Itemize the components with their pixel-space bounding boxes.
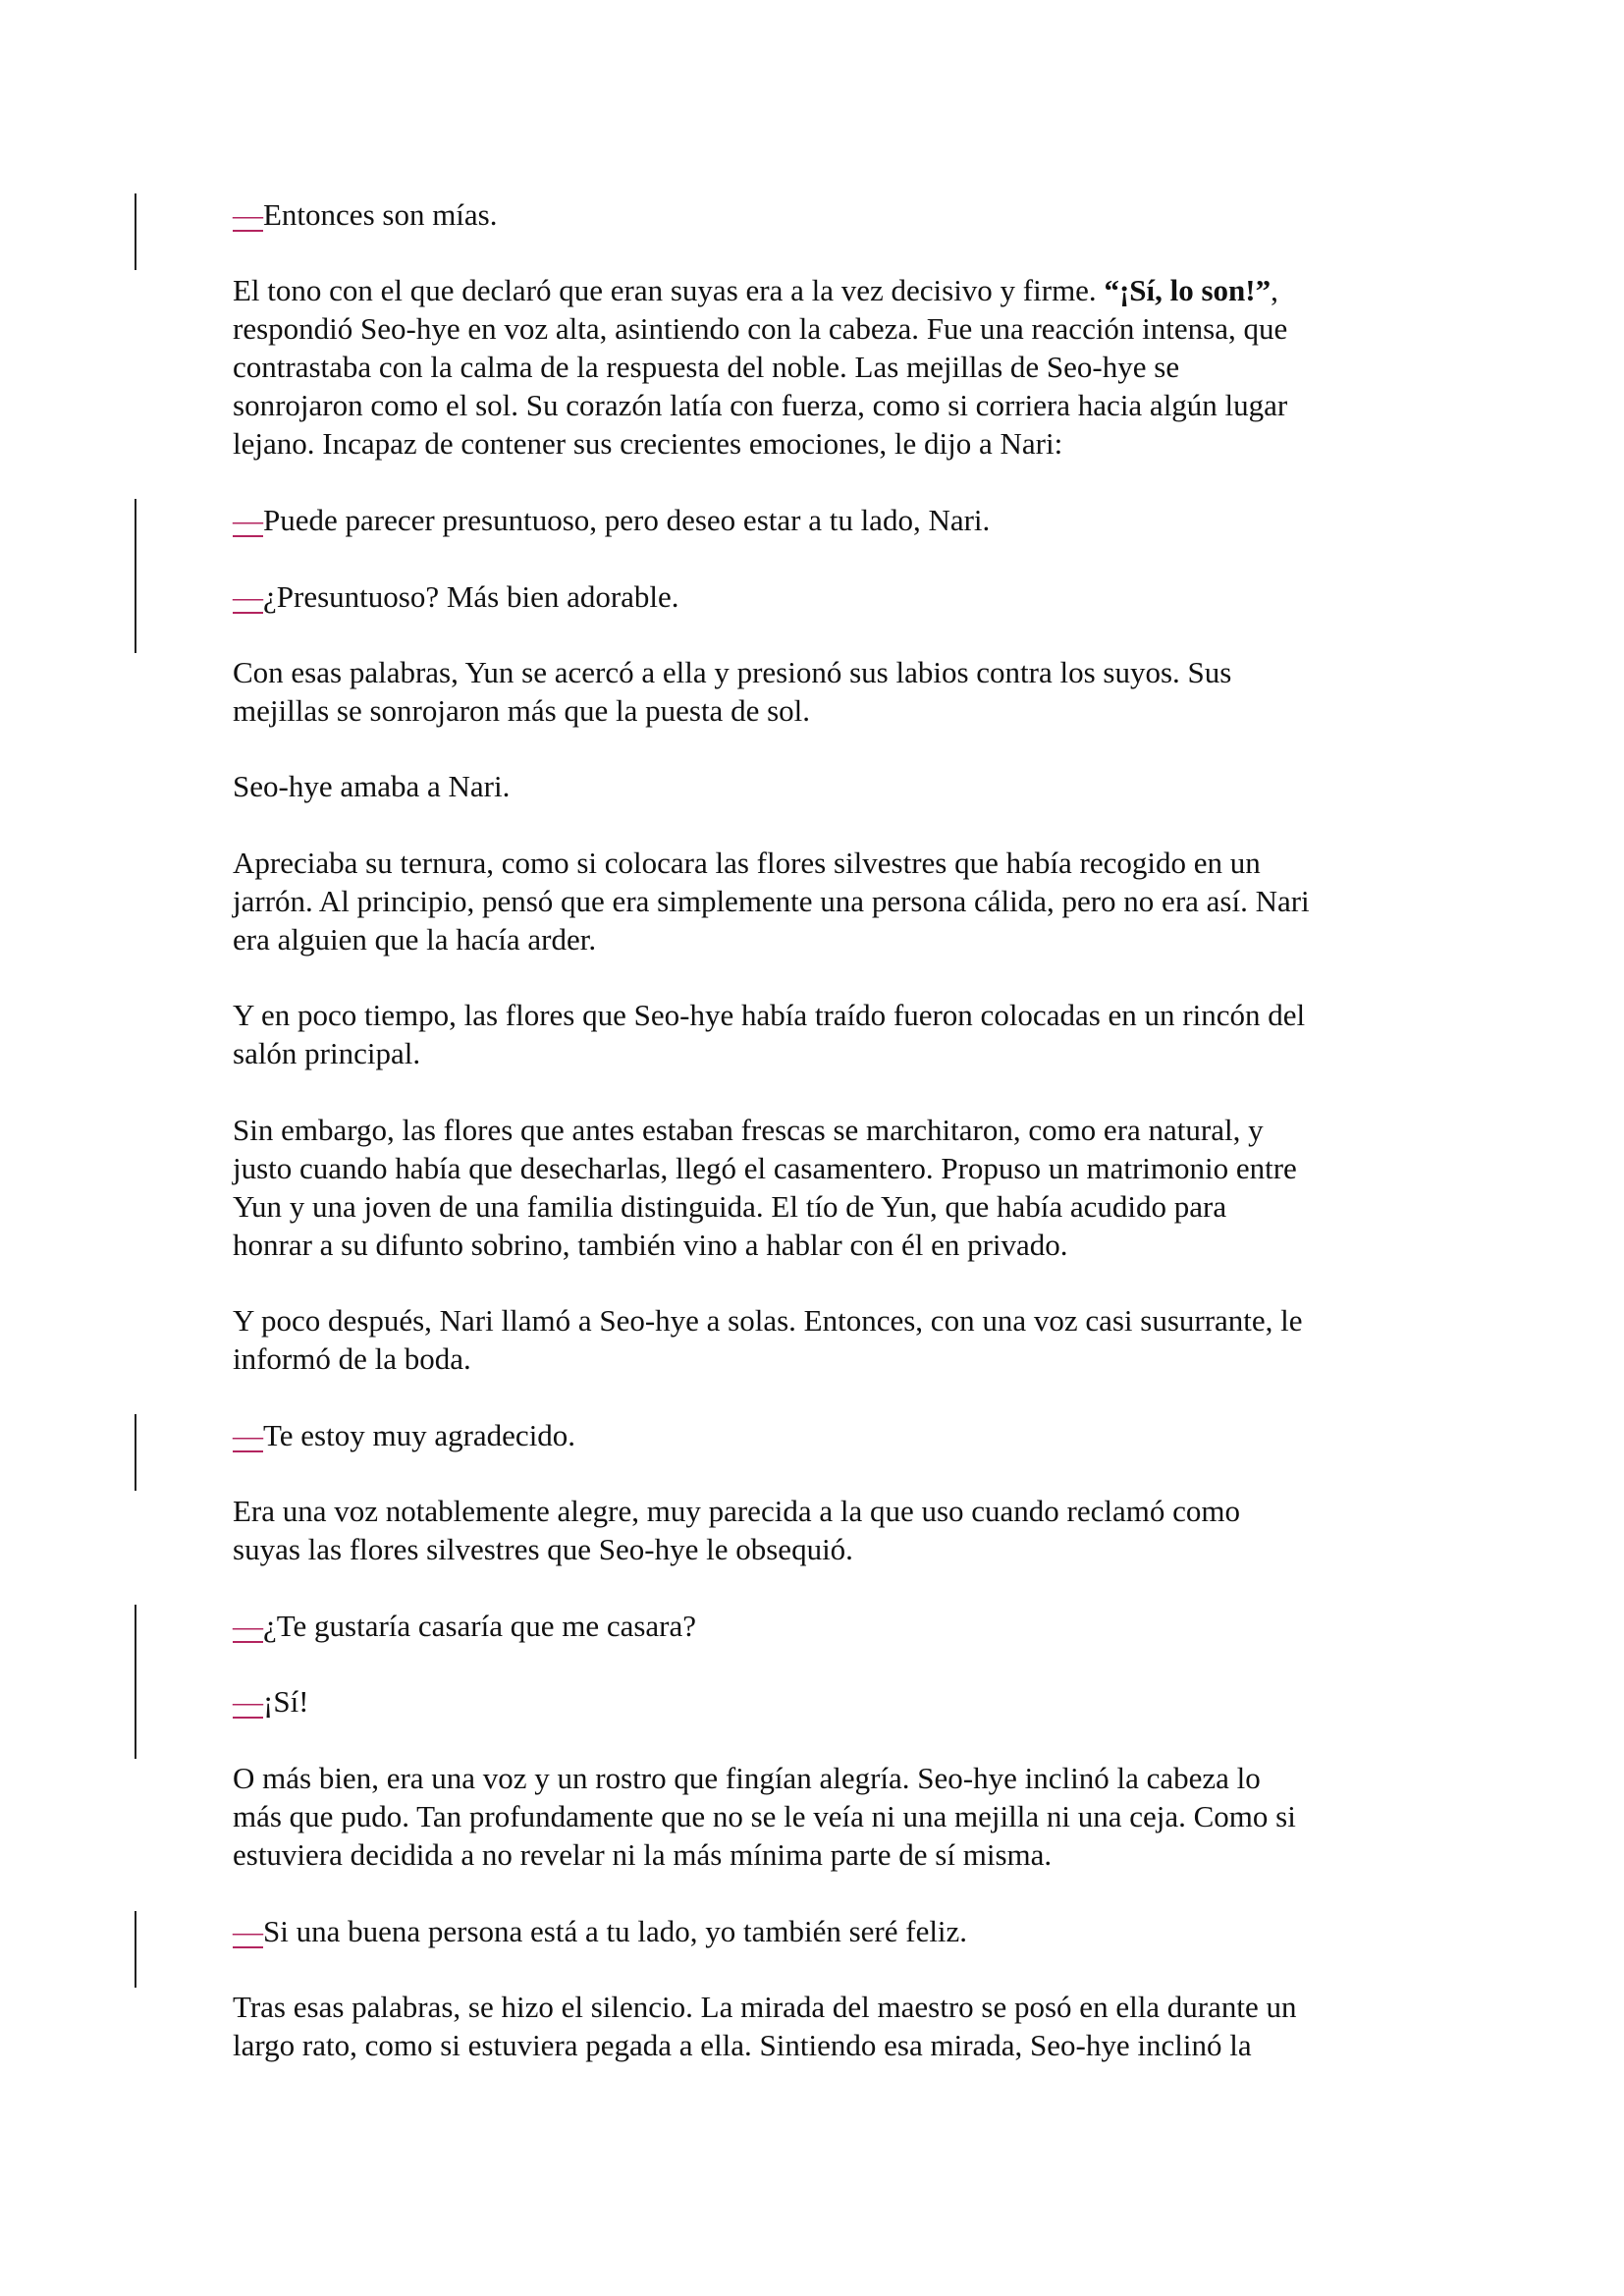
narration-paragraph: El tono con el que declaró que eran suyas era a la vez decisivo y firme. “¡Sí, lo son!”, respondió Seo-hye en voz alta, asintiendo con la cabeza. Fue una reacción intensa, que contrastaba con la calma de la respuesta del noble. Las mejillas de Seo-hye se sonrojaron como el sol. Su corazón latía con fuerza, como si corriera hacia algún lugar lejano. Incapaz de contener sus crecientes emociones, le dijo a Nari: xyxy=(233,273,1288,461)
change-bar xyxy=(135,1414,136,1491)
emphasized-exclamation: “¡Sí, lo son!” xyxy=(1104,273,1272,307)
change-bar xyxy=(135,499,136,653)
dialogue-dash: — xyxy=(233,1914,263,1948)
narration-paragraph: Y en poco tiempo, las flores que Seo-hye había traído fueron colocadas en un rincón del salón principal. xyxy=(233,998,1306,1070)
dialogue-dash: — xyxy=(233,1418,263,1452)
dialogue-line: —Puede parecer presuntuoso, pero deseo estar a tu lado, Nari. xyxy=(233,503,991,537)
dialogue-line: —¿Te gustaría casaría que me casara? xyxy=(233,1609,697,1643)
change-bar xyxy=(135,1911,136,1988)
dialogue-line: —¡Sí! xyxy=(233,1684,309,1719)
dialogue-line: —¿Presuntuoso? Más bien adorable. xyxy=(233,579,679,614)
dialogue-dash: — xyxy=(233,197,263,232)
dialogue-dash: — xyxy=(233,1684,263,1719)
narration-paragraph: Sin embargo, las flores que antes estaban frescas se marchitaron, como era natural, y justo cuando había que desecharlas, llegó el casamentero. Propuso un matrimonio entre Yun y una joven de una familia distinguida. El tío de Yun, que había acudido para honrar a su difunto sobrino, también vino a hablar con él en privado. xyxy=(233,1113,1297,1262)
dialogue-dash: — xyxy=(233,503,263,537)
change-bar xyxy=(135,193,136,270)
dialogue-line: —Te estoy muy agradecido. xyxy=(233,1418,576,1452)
narration-paragraph: O más bien, era una voz y un rostro que fingían alegría. Seo-hye inclinó la cabeza lo más que pudo. Tan profundamente que no se le veía ni una mejilla ni una ceja. Como si estuviera decidida a no revelar ni la más mínima parte de sí misma. xyxy=(233,1761,1296,1872)
dialogue-line: —Si una buena persona está a tu lado, yo también seré feliz. xyxy=(233,1914,968,1948)
narration-paragraph: Apreciaba su ternura, como si colocara las flores silvestres que había recogido en un jarrón. Al principio, pensó que era simplemente una persona cálida, pero no era así. Nari era alguien que la hacía arder. xyxy=(233,846,1310,957)
narration-paragraph: Y poco después, Nari llamó a Seo-hye a solas. Entonces, con una voz casi susurrante, le informó de la boda. xyxy=(233,1303,1303,1376)
narration-paragraph: Seo-hye amaba a Nari. xyxy=(233,769,511,803)
narration-paragraph: Con esas palabras, Yun se acercó a ella y presionó sus labios contra los suyos. Sus mejillas se sonrojaron más que la puesta de sol. xyxy=(233,655,1232,728)
dialogue-line: —Entonces son mías. xyxy=(233,197,498,232)
dialogue-dash: — xyxy=(233,1609,263,1643)
narration-paragraph: Era una voz notablemente alegre, muy parecida a la que uso cuando reclamó como suyas las flores silvestres que Seo-hye le obsequió. xyxy=(233,1494,1240,1566)
narration-paragraph: Tras esas palabras, se hizo el silencio. La mirada del maestro se posó en ella durante un largo rato, como si estuviera pegada a ella. Sintiendo esa mirada, Seo-hye inclinó la xyxy=(233,1990,1297,2062)
dialogue-dash: — xyxy=(233,579,263,614)
change-bar xyxy=(135,1605,136,1759)
